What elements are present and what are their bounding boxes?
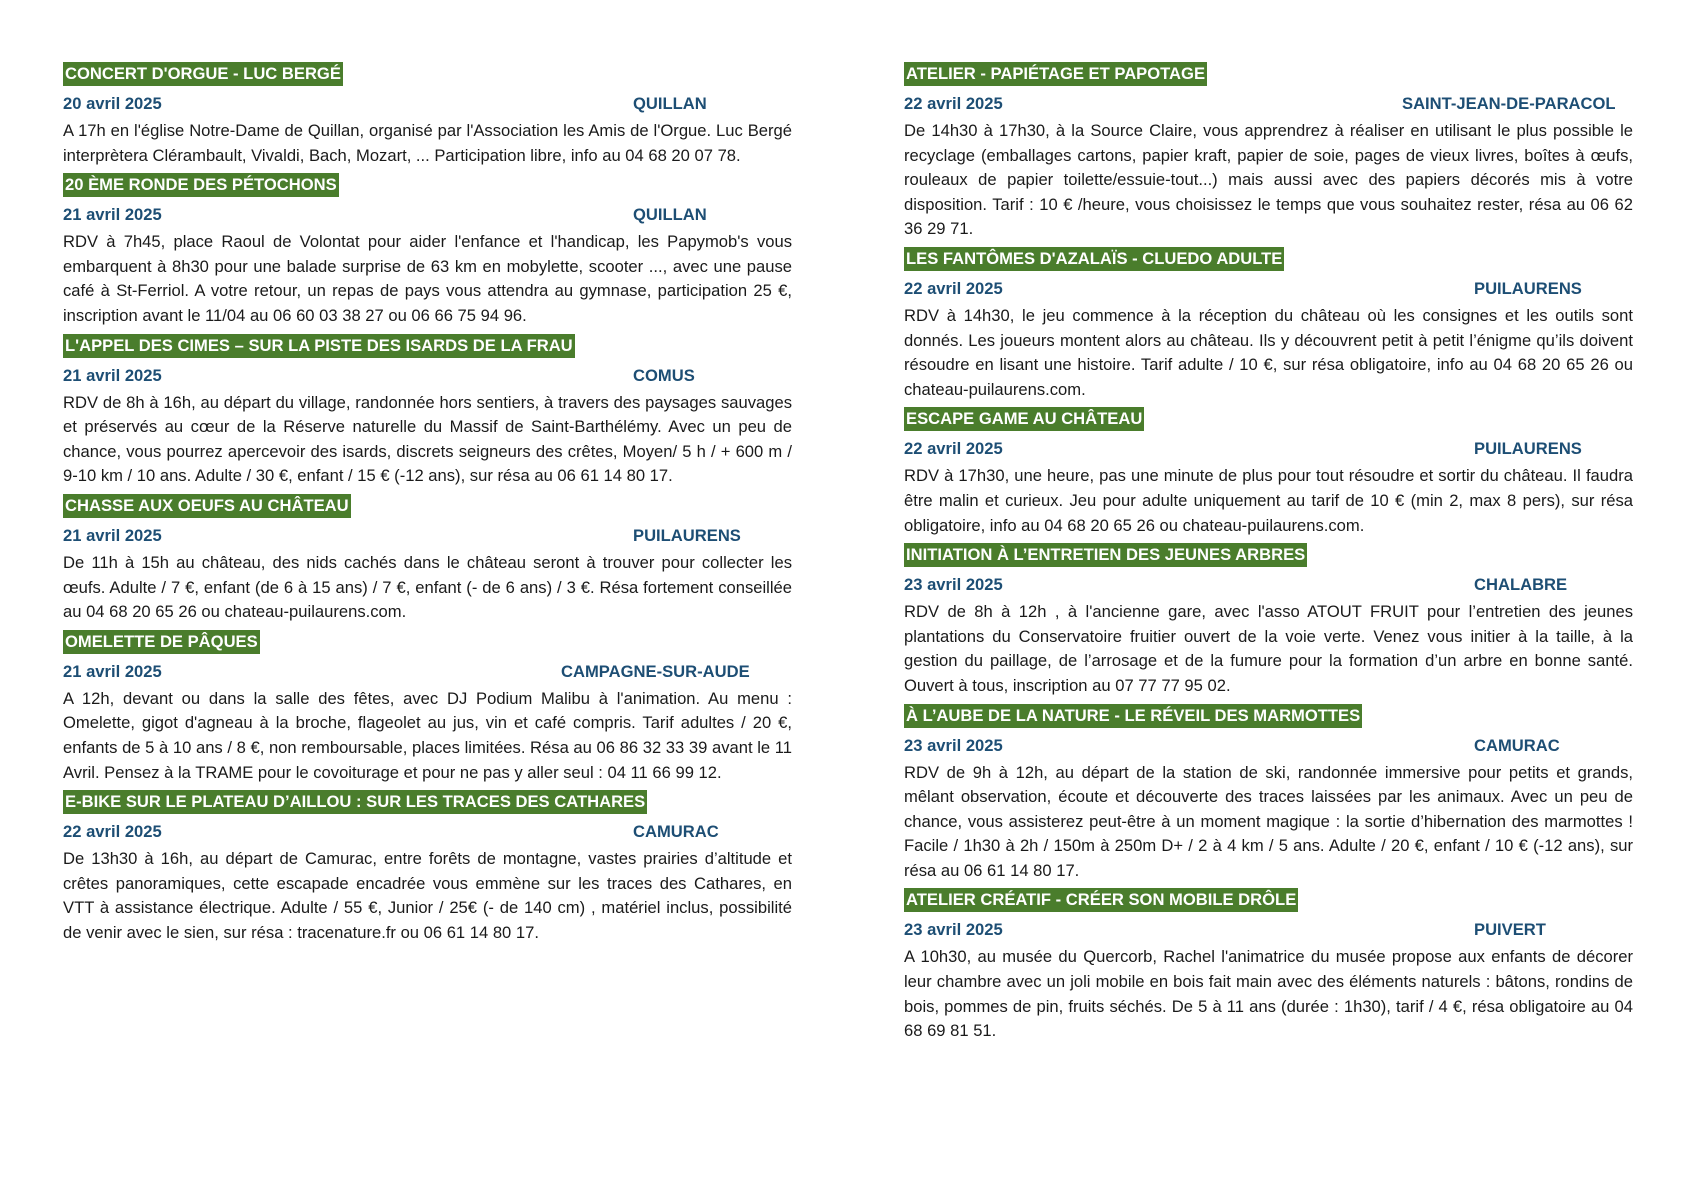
event-description: A 17h en l'église Notre-Dame de Quillan, organisé par l'Association les Amis de l'Orgue. Luc Bergé interprètera Clérambault, Vivaldi, Bach, Mozart, ... Participation libre, info au 04 68 20 07 78.	[63, 121, 792, 165]
event-place: CAMURAC	[1474, 735, 1560, 755]
event-item	[63, 62, 792, 168]
event-title: INITIATION À L’ENTRETIEN DES JEUNES ARBRES	[904, 543, 1307, 567]
left-column	[63, 62, 792, 950]
event-title: À L’AUBE DE LA NATURE - LE RÉVEIL DES MARMOTTES	[904, 704, 1362, 728]
event-item	[63, 630, 792, 785]
event-date: 23 avril 2025	[904, 575, 1003, 595]
event-description: A 12h, devant ou dans la salle des fêtes, avec DJ Podium Malibu à l'animation. Au menu : Omelette, gigot d'agneau à la broche, flageolet au jus, vin et café compris. Tarif adultes / 20 €, enfants de 5 à 10 ans / 8 €, non remboursable, places limitées. Résa au 06 86 32 33 39 avant le 11 Avril. Pensez à la TRAME pour le covoiturage et pour ne pas y aller seul : 04 11 66 99 12.	[63, 688, 792, 782]
event-title: CHASSE AUX OEUFS AU CHÂTEAU	[63, 494, 351, 518]
event-item	[63, 173, 792, 328]
event-item	[904, 888, 1633, 1043]
event-date: 21 avril 2025	[63, 525, 162, 545]
event-item	[904, 543, 1633, 698]
event-item	[904, 247, 1633, 402]
event-meta	[63, 204, 792, 226]
event-date: 21 avril 2025	[63, 661, 162, 681]
event-item	[63, 494, 792, 625]
event-meta	[904, 278, 1633, 300]
event-date: 23 avril 2025	[904, 920, 1003, 940]
event-description: RDV à 14h30, le jeu commence à la réception du château où les consignes et les outils sont donnés. Les joueurs montent alors au château. Ils y découvrent petit à petit l’énigme qu’ils doivent résoudre en lisant une histoire. Tarif adulte / 10 €, sur résa obligatoire, info au 04 68 20 65 26 ou chateau-puilaurens.com.	[904, 305, 1633, 399]
event-meta	[904, 735, 1633, 757]
event-title: E-BIKE SUR LE PLATEAU D’AILLOU : SUR LES TRACES DES CATHARES	[63, 790, 647, 814]
event-item	[63, 334, 792, 489]
event-place: CHALABRE	[1474, 575, 1568, 595]
event-title: ATELIER - PAPIÉTAGE ET PAPOTAGE	[904, 62, 1207, 86]
event-place: PUILAURENS	[1474, 278, 1582, 298]
event-date: 22 avril 2025	[904, 278, 1003, 298]
event-title: ATELIER CRÉATIF - CRÉER SON MOBILE DRÔLE	[904, 888, 1298, 912]
event-date: 22 avril 2025	[904, 94, 1003, 113]
event-place: PUILAURENS	[1474, 439, 1582, 459]
event-item	[904, 407, 1633, 538]
event-date: 22 avril 2025	[63, 822, 162, 842]
event-item	[904, 62, 1633, 242]
event-meta	[63, 93, 792, 115]
event-title: CONCERT D'ORGUE - LUC BERGÉ	[63, 62, 343, 86]
event-place: PUIVERT	[1474, 920, 1546, 940]
event-meta	[904, 919, 1633, 941]
event-description: A 10h30, au musée du Quercorb, Rachel l'animatrice du musée propose aux enfants de décorer leur chambre avec un joli mobile en bois fait main avec des éléments naturels : bâtons, rondins de bois, pommes de pin, fruits séchés. De 5 à 11 ans (durée : 1h30), tarif / 4 €, résa obligatoire au 04 68 69 81 51.	[904, 947, 1633, 1041]
event-meta	[904, 438, 1633, 460]
event-meta	[63, 661, 792, 683]
event-description: RDV de 8h à 12h , à l'ancienne gare, avec l'asso ATOUT FRUIT pour l’entretien des jeunes plantations du Conservatoire fruitier ouvert de la voie verte. Venez vous initier à la taille, à la gestion du paillage, de l’arrosage et de la fumure pour la formation d’un arbre en bonne santé. Ouvert à tous, inscription au 07 77 77 95 02.	[904, 602, 1633, 695]
event-date: 23 avril 2025	[904, 735, 1003, 755]
event-place: COMUS	[633, 365, 695, 385]
event-title: L'APPEL DES CIMES – SUR LA PISTE DES ISARDS DE LA FRAU	[63, 334, 575, 358]
event-description: De 13h30 à 16h, au départ de Camurac, entre forêts de montagne, vastes prairies d’altitude et crêtes panoramiques, cette escapade encadrée vous emmène sur les traces des Cathares, en VTT à assistance électrique. Adulte / 55 €, Junior / 25€ (- de 140 cm) , matériel inclus, possibilité de venir avec le sien, sur résa : tracenature.fr ou 06 61 14 80 17.	[63, 849, 792, 942]
event-meta	[63, 365, 792, 387]
event-title: LES FANTÔMES D'AZALAÏS - CLUEDO ADULTE	[904, 247, 1284, 271]
event-place: QUILLAN	[633, 205, 707, 225]
event-description: De 11h à 15h au château, des nids cachés dans le château seront à trouver pour collecter les œufs. Adulte / 7 €, enfant (de 6 à 15 ans) / 7 €, enfant (- de 6 ans) / 3 €. Résa fortement conseillée au 04 68 20 65 26 ou chateau-puilaurens.com.	[63, 552, 792, 622]
event-date: 22 avril 2025	[904, 439, 1003, 459]
event-description: RDV à 17h30, une heure, pas une minute de plus pour tout résoudre et sortir du château. Il faudra être malin et curieux. Jeu pour adulte uniquement au tarif de 10 € (min 2, max 8 pers), sur résa obligatoire, info au 04 68 20 65 26 ou chateau-puilaurens.com.	[904, 466, 1633, 535]
event-description: RDV de 9h à 12h, au départ de la station de ski, randonnée immersive pour petits et grands, mêlant observation, écoute et découverte des traces laissées par les animaux. Avec un peu de chance, vous assisterez peut-être à un moment magique : la sortie d’hibernation des marmottes ! Facile / 1h30 à 2h / 150m à 250m D+ / 2 à 4 km / 5 ans. Adulte / 20 €, enfant / 10 € (-12 ans), sur résa au 06 61 14 80 17.	[904, 762, 1633, 880]
event-place: CAMPAGNE-SUR-AUDE	[561, 661, 750, 681]
event-place: PUILAURENS	[633, 525, 741, 545]
event-date: 21 avril 2025	[63, 365, 162, 385]
right-column	[904, 62, 1633, 1049]
event-title: OMELETTE DE PÂQUES	[63, 630, 260, 654]
event-meta	[63, 525, 792, 547]
event-date: 20 avril 2025	[63, 94, 162, 113]
event-place: QUILLAN	[633, 94, 707, 113]
event-description: RDV de 8h à 16h, au départ du village, randonnée hors sentiers, à travers des paysages sauvages et préservés au cœur de la Réserve naturelle du Massif de Saint-Barthélémy. Avec un peu de chance, vous pourrez apercevoir des isards, discrets seigneurs des crêtes, Moyen/ 5 h / + 600 m / 9-10 km / 10 ans. Adulte / 30 €, enfant / 15 € (-12 ans), sur résa au 06 61 14 80 17.	[63, 392, 792, 486]
event-description: De 14h30 à 17h30, à la Source Claire, vous apprendrez à réaliser en utilisant le plus possible le recyclage (emballages cartons, papier kraft, papier de soie, pages de vieux livres, boîtes à œufs, rouleaux de papier toilette/essuie-tout...) mais aussi avec des papiers décorés mis à votre disposition. Tarif : 10 € /heure, vous choisissez le temps que vous souhaitez rester, résa au 06 62 36 29 71.	[904, 121, 1633, 239]
event-date: 21 avril 2025	[63, 205, 162, 225]
event-description: RDV à 7h45, place Raoul de Volontat pour aider l'enfance et l'handicap, les Papymob's vous embarquent à 8h30 pour une balade surprise de 63 km en mobylette, scooter ..., avec une pause café à St-Ferriol. A votre retour, un repas de pays vous attendra au gymnase, participation 25 €, inscription avant le 11/04 au 06 60 03 38 27 ou 06 66 75 94 96.	[63, 232, 792, 325]
event-item	[63, 790, 792, 945]
event-place: SAINT-JEAN-DE-PARACOL	[1402, 94, 1616, 113]
event-meta	[904, 93, 1633, 115]
event-place: CAMURAC	[633, 822, 719, 842]
event-meta	[904, 574, 1633, 596]
event-title: ESCAPE GAME AU CHÂTEAU	[904, 407, 1144, 431]
event-title: 20 ÈME RONDE DES PÉTOCHONS	[63, 173, 339, 197]
event-meta	[63, 821, 792, 843]
event-item	[904, 704, 1633, 884]
